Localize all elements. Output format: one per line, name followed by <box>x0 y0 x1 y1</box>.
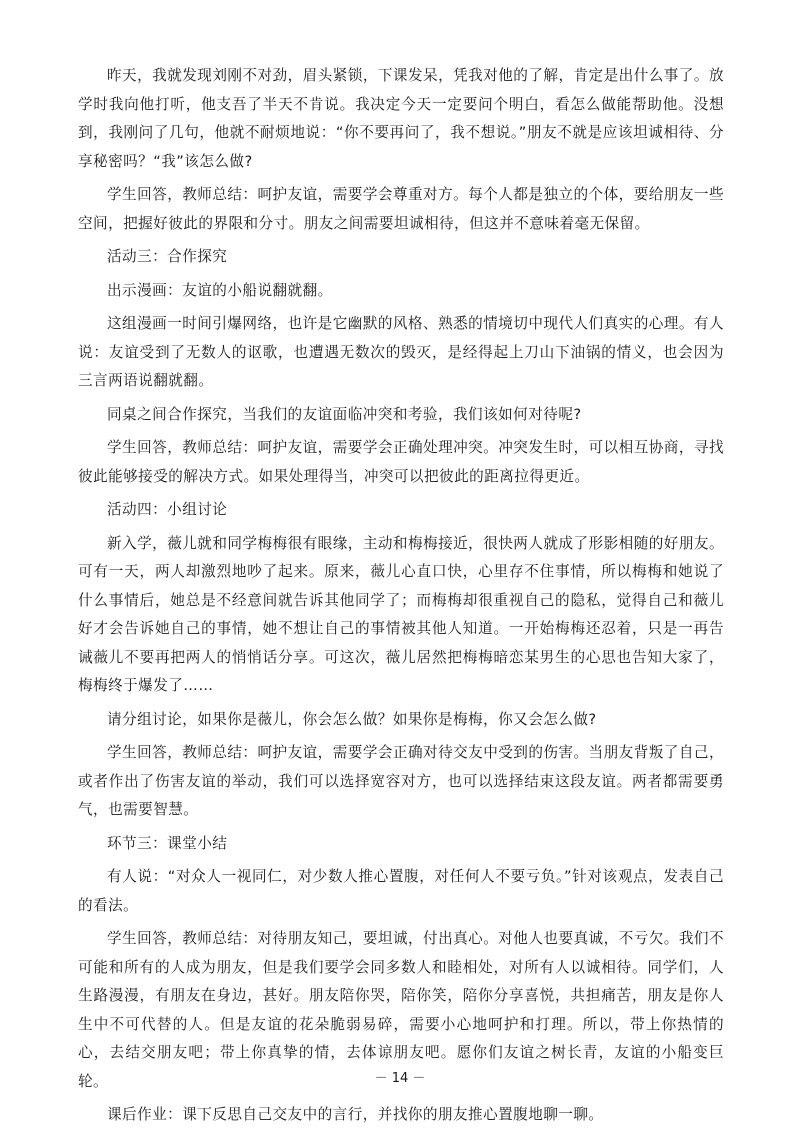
paragraph-liu-gang-story: 昨天，我就发现刘刚不对劲，眉头紧锁，下课发呆，凭我对他的了解，肯定是出什么事了。放学时我向他打听，他支吾了半天不肯说。我决定今天一定要问个明白，看怎么做能帮助他。没想到，我刚问了几句，他就不耐烦地说：“你不要再问了，我不想说。”朋友不就是应该坦诚相待、分享秘密吗？“我”该怎么做? <box>78 67 724 170</box>
paragraph-conflict-summary: 学生回答，教师总结：呵护友谊，需要学会正确处理冲突。冲突发生时，可以相互协商，寻找彼此能够接受的解决方式。如果处理得当，冲突可以把彼此的距离拉得更近。 <box>78 439 724 485</box>
paragraph-show-comic: 出示漫画：友谊的小船说翻就翻。 <box>107 281 333 299</box>
heading-section-three: 环节三：课堂小结 <box>107 834 228 852</box>
paragraph-class-summary: 学生回答，教师总结：对待朋友知己，要坦诚，付出真心。对他人也要真诚，不亏欠。我们不可能和所有的人成为朋友，但是我们要学会同多数人和睦相处，对所有人以诚相待。同学们，人生路漫漫，有朋友在身边，甚好。朋友陪你哭，陪你笑，陪你分享喜悦，共担痛苦，朋友是你人生中不可代替的人。但是友谊的花朵脆弱易碎，需要小心地呵护和打理。所以，带上你热情的心，去结交朋友吧；带上你真挚的情，去体谅朋友吧。愿你们友谊之树长青，友谊的小船变巨轮。 <box>78 930 724 1090</box>
paragraph-group-discussion-question: 请分组讨论，如果你是薇儿，你会怎么做？如果你是梅梅，你又会怎么做? <box>107 710 597 728</box>
document-body <box>78 62 724 1135</box>
paragraph-desk-mate-question: 同桌之间合作探究，当我们的友谊面临冲突和考验，我们该如何对待呢? <box>107 405 582 423</box>
heading-activity-four: 活动四：小组讨论 <box>107 501 228 518</box>
paragraph-homework: 课后作业：课下反思自己交友中的言行，并找你的朋友推心置腹地聊一聊。 <box>107 1106 604 1123</box>
paragraph-quote-prompt: 有人说：“对众人一视同仁，对少数人推心置腹，对任何人不要亏负。”针对该观点，发表自己的看法。 <box>78 868 724 914</box>
paragraph-hurt-summary: 学生回答，教师总结：呵护友谊，需要学会正确对待交友中受到的伤害。当朋友背叛了自己，或者作出了伤害友谊的举动，我们可以选择宽容对方，也可以选择结束这段友谊。两者都需要勇气，也需要智慧。 <box>78 744 724 818</box>
page-number: － 14 － <box>374 1071 426 1086</box>
paragraph-weier-meimei-story: 新入学，薇儿就和同学梅梅很有眼缘，主动和梅梅接近，很快两人就成了形影相随的好朋友。可有一天，两人却激烈地吵了起来。原来，薇儿心直口快，心里存不住事情，所以梅梅和她说了什么事情后，她总是不经意间就告诉其他同学了；而梅梅却很重视自己的隐私，觉得自己和薇儿好才会告诉她自己的事情，她不想让自己的事情被其他人知道。一开始梅梅还忍着，只是一再告诫薇儿不要再把两人的悄悄话分享。可这次，薇儿居然把梅梅暗恋某男生的心思也告知大家了，梅梅终于爆发了…… <box>78 534 724 694</box>
heading-activity-three: 活动三：合作探究 <box>107 248 228 265</box>
paragraph-respect-summary: 学生回答，教师总结：呵护友谊，需要学会尊重对方。每个人都是独立的个体，要给朋友一些空间，把握好彼此的界限和分寸。朋友之间需要坦诚相待，但这并不意味着毫无保留。 <box>78 186 724 232</box>
paragraph-comic-description: 这组漫画一时间引爆网络，也许是它幽默的风格、熟悉的情境切中现代人们真实的心理。有人说：友谊受到了无数人的讴歌，也遭遇无数次的毁灭，是经得起上刀山下油锅的情义，也会因为三言两语说翻就翻。 <box>78 315 724 389</box>
